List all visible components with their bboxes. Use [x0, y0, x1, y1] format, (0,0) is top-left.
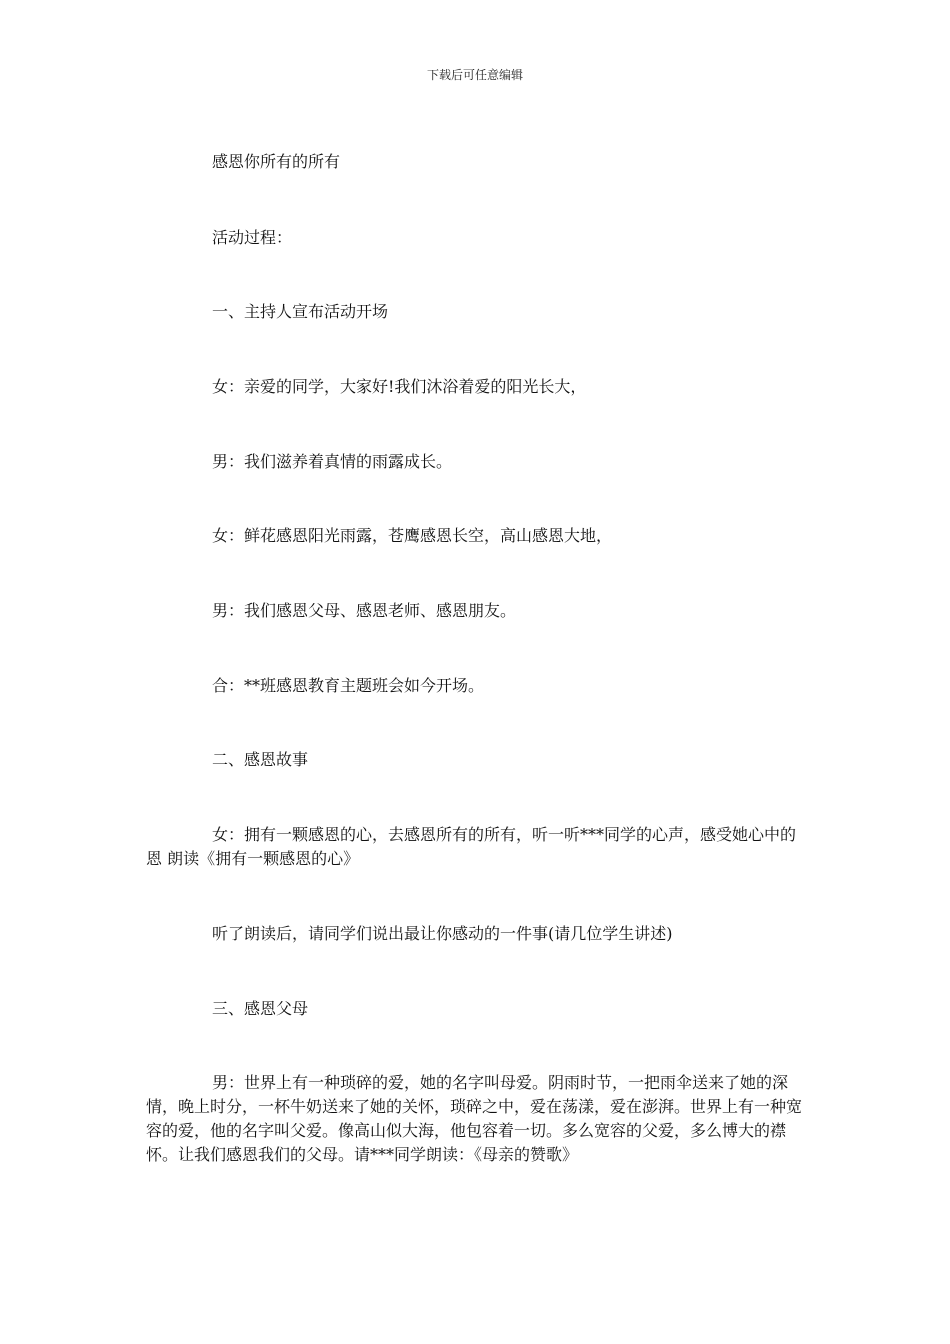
- paragraph-dialogue-1: 女：亲爱的同学，大家好!我们沐浴着爱的阳光长大，: [212, 377, 587, 396]
- section-heading-1: 一、主持人宣布活动开场: [212, 302, 389, 321]
- paragraph-activity-process: 活动过程：: [212, 228, 293, 247]
- paragraph-dialogue-5: 合：**班感恩教育主题班会如今开场。: [212, 676, 485, 695]
- section-heading-2: 二、感恩故事: [212, 750, 309, 769]
- paragraph-dialogue-3: 女：鲜花感恩阳光雨露，苍鹰感恩长空，高山感恩大地，: [212, 526, 613, 545]
- paragraph-dialogue-2: 男：我们滋养着真情的雨露成长。: [212, 452, 453, 471]
- page-header-note: 下载后可任意编辑: [426, 68, 523, 82]
- paragraph-parents: 男：世界上有一种琐碎的爱，她的名字叫母爱。阴雨时节，一把雨伞送来了她的深情，晚上时分，一杯牛奶送来了她的关怀，琐碎之中，爱在荡漾，爱在澎湃。世界上有一种宽容的爱，他的名字叫父爱。像高山似大海，他包容着一切。多么宽容的父爱，多么博大的襟怀。让我们感恩我们的父母。请***同学朗读：《母亲的赞歌》: [146, 1073, 803, 1164]
- paragraph-story: 女：拥有一颗感恩的心，去感恩所有的所有，听一听***同学的心声，感受她心中的恩 朗读《拥有一颗感恩的心》: [146, 825, 797, 868]
- document-title: 感恩你所有的所有: [212, 152, 341, 171]
- paragraph-dialogue-4: 男：我们感恩父母、感恩老师、感恩朋友。: [212, 601, 517, 620]
- paragraph-after-reading: 听了朗读后，请同学们说出最让你感动的一件事(请几位学生讲述): [212, 924, 673, 943]
- section-heading-3: 三、感恩父母: [212, 999, 309, 1018]
